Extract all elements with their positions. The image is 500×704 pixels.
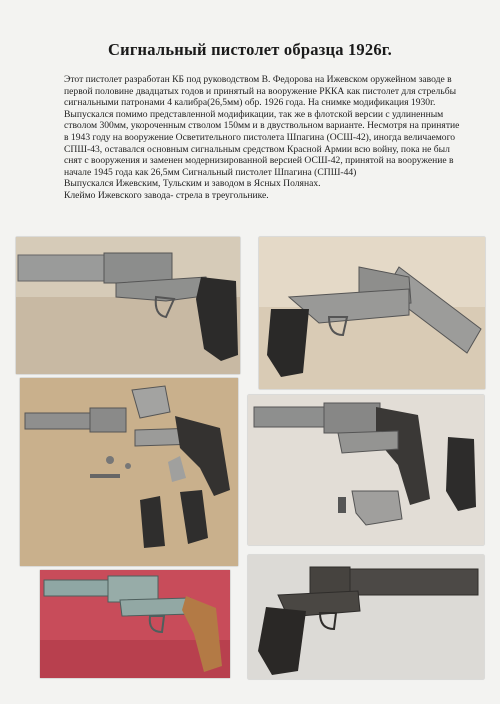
paragraph-intro: Этот пистолет разработан КБ под руководством В. Федорова на Ижевском оружейном заводе в первой половине двадцатых годов и принятый на вооружение РККА как пистолет для стрельбы сигнальными патронами 4 калибра(26,5мм) обр. 1926 года. На снимке модификация 1930г. xyxy=(64,74,457,109)
paragraph-factory-mark: Клеймо Ижевского завода- стрела в треугольнике. xyxy=(64,189,269,201)
photo-pistol-rusted xyxy=(248,555,484,679)
photo-pistol-right-side xyxy=(259,237,485,389)
paragraph-manufacturers: Выпускался Ижевским, Тульским и заводом в Ясных Полянах. xyxy=(64,178,321,190)
paragraph-variants: Выпускался помимо представленной модификации, так же в флотской версии с удлиненным стволом 300мм, укороченным стволом 150мм и в двуствольном варианте. Несмотря на принятие в 1943 году на вооружение Осветительного пистолета Шпагина (ОСШ-42), иногда величаемого СПШ-43, оставался основным сигнальным средством Красной Армии всю войну, пока не был снят с вооружения и заменен модернизированной версией ОСШ-42, принятой на вооружение в начале 1945 года как 26,5мм Сигнальный пистолет Шпагина (СПШ-44) xyxy=(64,108,460,178)
photo-pistol-wooden-grip xyxy=(40,570,230,678)
photo-pistol-with-grip-parts xyxy=(248,395,484,545)
page-title: Сигнальный пистолет образца 1926г. xyxy=(108,40,392,59)
photo-pistol-left-side xyxy=(16,237,240,374)
article-text xyxy=(64,74,464,202)
photo-disassembled-parts xyxy=(20,378,238,566)
